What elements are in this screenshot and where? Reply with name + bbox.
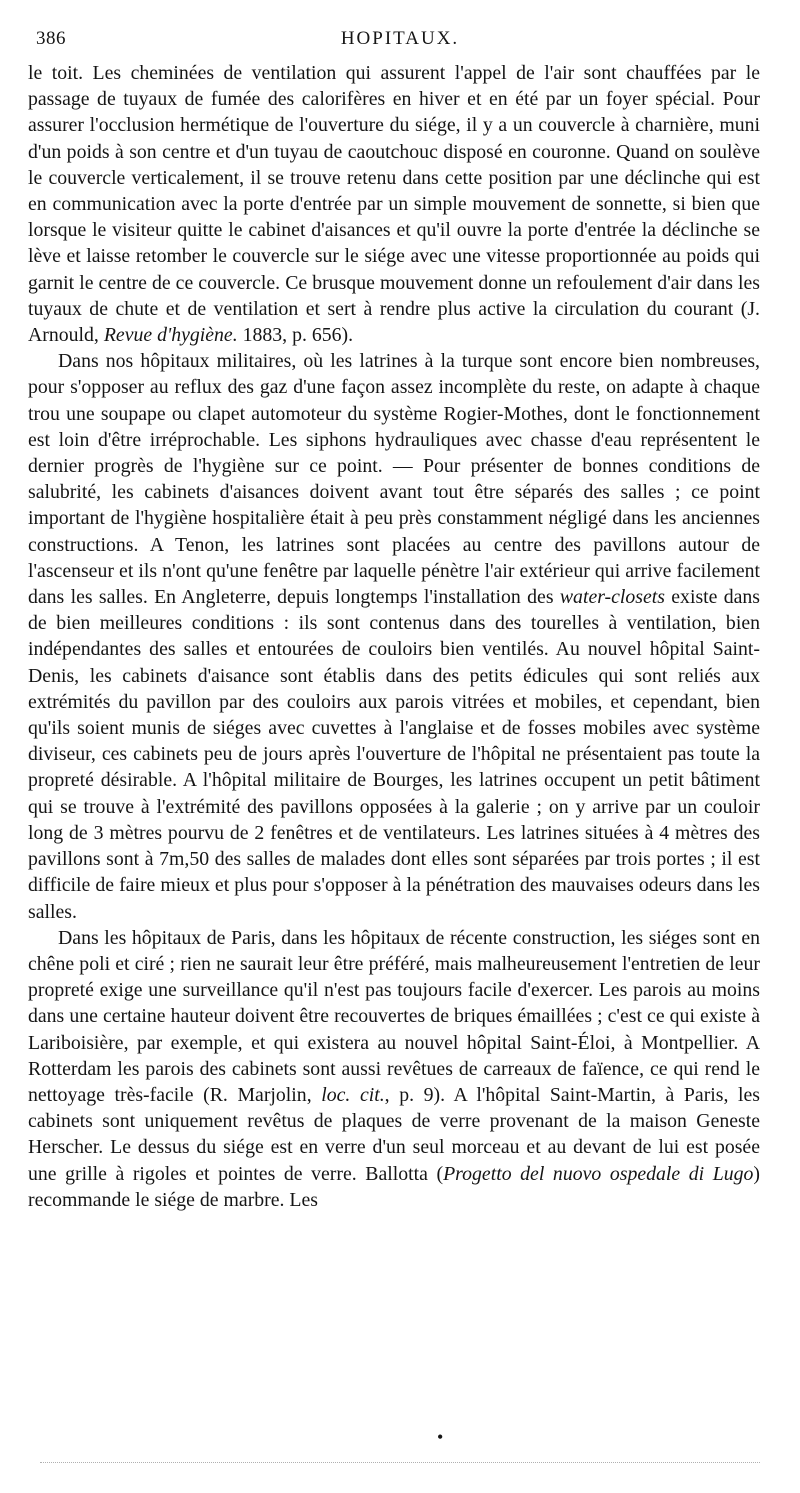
footer-divider (40, 1462, 760, 1463)
text-run: le toit. Les cheminées de ventilation qui assurent l'appel de l'air sont chauffées par le passage de tuyaux de fumée des calorifères en hiver et en été par un foyer spécial. Pour assurer l'occlusion hermétique de l'ouverture du siége, il y a un couvercle à charnière, muni d'un poids à son centre et d'un tuyau de caoutchouc disposé en couronne. Quand on soulève le couvercle verticalement, il se trouve retenu dans cette position par une déclinche qui est en communication avec la porte d'entrée par un simple mouvement de sonnette, si bien que lorsque le visiteur quitte le cabinet d'aisances et qu'il ouvre la porte d'entrée la déclinche se lève et laisse retomber le couvercle sur le siége avec une vitesse proportionnée au poids qui garnit le centre de ce couvercle. Ce brusque mouvement donne un refoulement d'air dans les tuyaux de chute et de ventilation et sert à rendre plus active la circulation du courant (J. Arnould, (28, 62, 760, 347)
page-number: 386 (36, 28, 66, 49)
text-run: ) recommande le siége de marbre. Les (28, 1162, 760, 1211)
italic-citation: loc. cit. (321, 1083, 385, 1106)
running-head (36, 28, 764, 56)
footer-mark: • (437, 1427, 444, 1447)
italic-citation-title: Revue d'hygiène. (103, 324, 238, 347)
text-run: , p. 9). A l'hôpital Saint-Martin, à Paris, les cabinets sont uniquement revêtus de plaques de verre provenant de la maison Geneste Herscher. Le dessus du siége est en verre d'un seul morceau et au devant de lui est posée une grille à rigoles et pointes de verre. Ballotta ( (28, 1083, 760, 1185)
body-text (28, 60, 760, 1213)
text-run: Dans les hôpitaux de Paris, dans les hôpitaux de récente construction, les siéges sont en chêne poli et ciré ; rien ne saurait leur être préféré, mais malheureusement l'entretien de leur propreté exige une surveillance qu'il n'est pas toujours facile d'exercer. Les parois au moins dans une certaine hauteur doivent être recouvertes de briques émaillées ; c'est ce qui existe à Lariboisière, par exemple, et qui existera au nouvel hôpital Saint-Éloi, à Montpellier. A Rotterdam les parois des cabinets sont aussi revêtues de carreaux de faïence, ce qui rend le nettoyage très-facile (R. Marjolin, (28, 926, 760, 1106)
italic-book-title: Progetto del nuovo ospedale di Lugo (443, 1162, 754, 1185)
text-run: existe dans de bien meilleures conditions : ils sont contenus dans des tourelles à ventilation, bien indépendantes des salles et entourées de couloirs bien ventilés. Au nouvel hôpital Saint-Denis, les cabinets d'aisance sont établis dans des petits édicules qui sont reliés aux extrémités du pavillon par des couloirs aux parois vitrées et mobiles, et cependant, bien qu'ils soient munis de siéges avec cuvettes à l'anglaise et de fosses mobiles avec système diviseur, ces cabinets peu de jours après l'ouverture de l'hôpital ne présentaient pas toute la propreté désirable. A l'hôpital militaire de Bourges, les latrines occupent un petit bâtiment qui se trouve à l'extrémité des pavillons opposées à la galerie ; on y arrive par un couloir long de 3 mètres pourvu de 2 fenêtres et de ventilateurs. Les latrines situées à 4 mètres des pavillons sont à 7m,50 des salles de malades dont elles sont séparées par trois portes ; il est difficile de faire mieux et plus pour s'opposer à la pénétration des mauvaises odeurs dans les salles. (28, 586, 761, 923)
paragraph-2 (28, 348, 760, 924)
text-run: 1883, p. 656). (237, 324, 354, 347)
paragraph-1 (28, 60, 760, 348)
paragraph-3 (28, 925, 760, 1213)
running-title: HOPITAUX. (340, 28, 460, 49)
italic-term: water-closets (559, 586, 665, 609)
text-run: Dans nos hôpitaux militaires, où les latrines à la turque sont encore bien nombreuses, pour s'opposer au reflux des gaz d'une façon assez incomplète du reste, on adapte à chaque trou une soupape ou clapet automoteur du système Rogier-Mothes, dont le fonctionnement est loin d'être irréprochable. Les siphons hydrauliques avec chasse d'eau représentent le dernier progrès de l'hygiène sur ce point. — Pour présenter de bonnes conditions de salubrité, les cabinets d'aisances doivent avant tout être séparés des salles ; ce point important de l'hygiène hospitalière était à peu près constamment négligé dans les anciennes constructions. A Tenon, les latrines sont placées au centre des pavillons autour de l'ascenseur et ils n'ont qu'une fenêtre par laquelle pénètre l'air extérieur qui arrive facilement dans les salles. En Angleterre, depuis longtemps l'installation des (28, 350, 760, 609)
